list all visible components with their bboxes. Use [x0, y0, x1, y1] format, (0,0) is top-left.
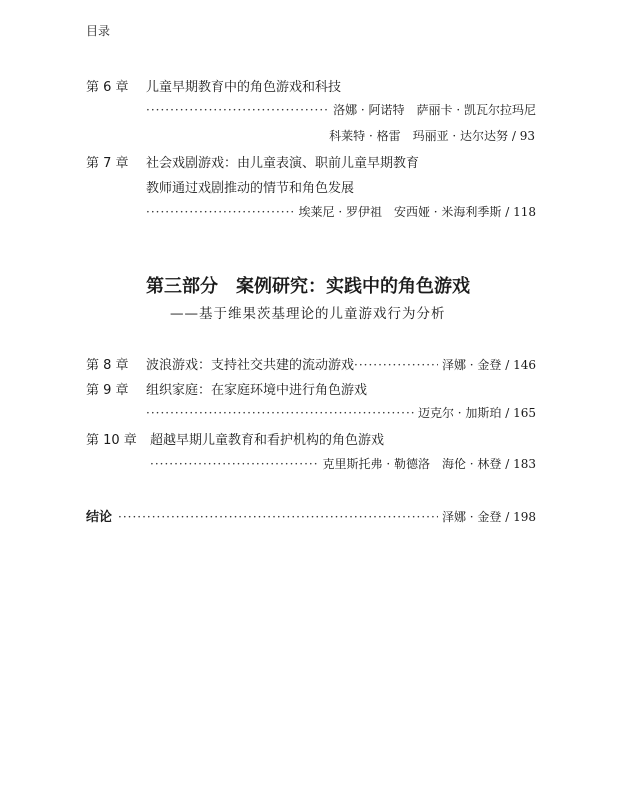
chapter-7-title-line1[interactable]: 社会戏剧游戏：由儿童表演、职前儿童早期教育	[146, 156, 420, 171]
dot-leader	[150, 457, 319, 471]
conclusion-label: 结论	[86, 510, 113, 525]
conclusion-authors: 泽娜 · 金登 / 198	[441, 510, 536, 524]
part-subtitle: ——基于维果茨基理论的儿童游戏行为分析	[170, 306, 446, 322]
chapter-9-title[interactable]: 组织家庭：在家庭环境中进行角色游戏	[146, 383, 368, 398]
chapter-6-title[interactable]: 儿童早期教育中的角色游戏和科技	[146, 80, 342, 95]
chapter-6-authors-line2: 科莱特 · 格雷 玛丽亚 · 达尔达努 / 93	[329, 129, 535, 143]
chapter-6-leader	[146, 101, 536, 117]
chapter-8-number: 第 8 章	[86, 358, 129, 373]
chapter-10-authors: 克里斯托弗 · 勒德洛 海伦 · 林登 / 183	[322, 457, 536, 471]
dot-leader	[146, 103, 329, 117]
chapter-9-number: 第 9 章	[86, 383, 129, 398]
chapter-8-line[interactable]	[146, 354, 536, 373]
chapter-10-title[interactable]: 超越早期儿童教育和看护机构的角色游戏	[150, 433, 385, 448]
dot-leader	[118, 510, 438, 524]
chapter-8-title: 波浪游戏：支持社交共建的流动游戏	[146, 358, 355, 373]
chapter-9-authors: 迈克尔 · 加斯珀 / 165	[417, 406, 536, 420]
part-title[interactable]: 第三部分 案例研究：实践中的角色游戏	[146, 276, 470, 297]
chapter-7-title-line2[interactable]: 教师通过戏剧推动的情节和角色发展	[146, 181, 355, 196]
dot-leader	[146, 406, 414, 420]
chapter-6-authors: 洛娜 · 阿诺特 萨丽卡 · 凯瓦尔拉玛尼	[333, 103, 536, 117]
chapter-7-authors: 埃莱尼 · 罗伊祖 安西娅 · 米海利季斯 / 118	[298, 205, 536, 219]
chapter-8-authors: 泽娜 · 金登 / 146	[441, 358, 536, 372]
chapter-7-number: 第 7 章	[86, 156, 129, 171]
chapter-7-leader	[146, 203, 536, 219]
conclusion-line[interactable]	[86, 506, 536, 525]
chapter-10-number: 第 10 章	[86, 433, 137, 448]
dot-leader	[354, 358, 438, 372]
chapter-10-leader	[150, 455, 536, 471]
dot-leader	[146, 205, 295, 219]
page-header: 目录	[86, 24, 111, 38]
chapter-6-number: 第 6 章	[86, 80, 129, 95]
chapter-9-leader	[146, 404, 536, 420]
